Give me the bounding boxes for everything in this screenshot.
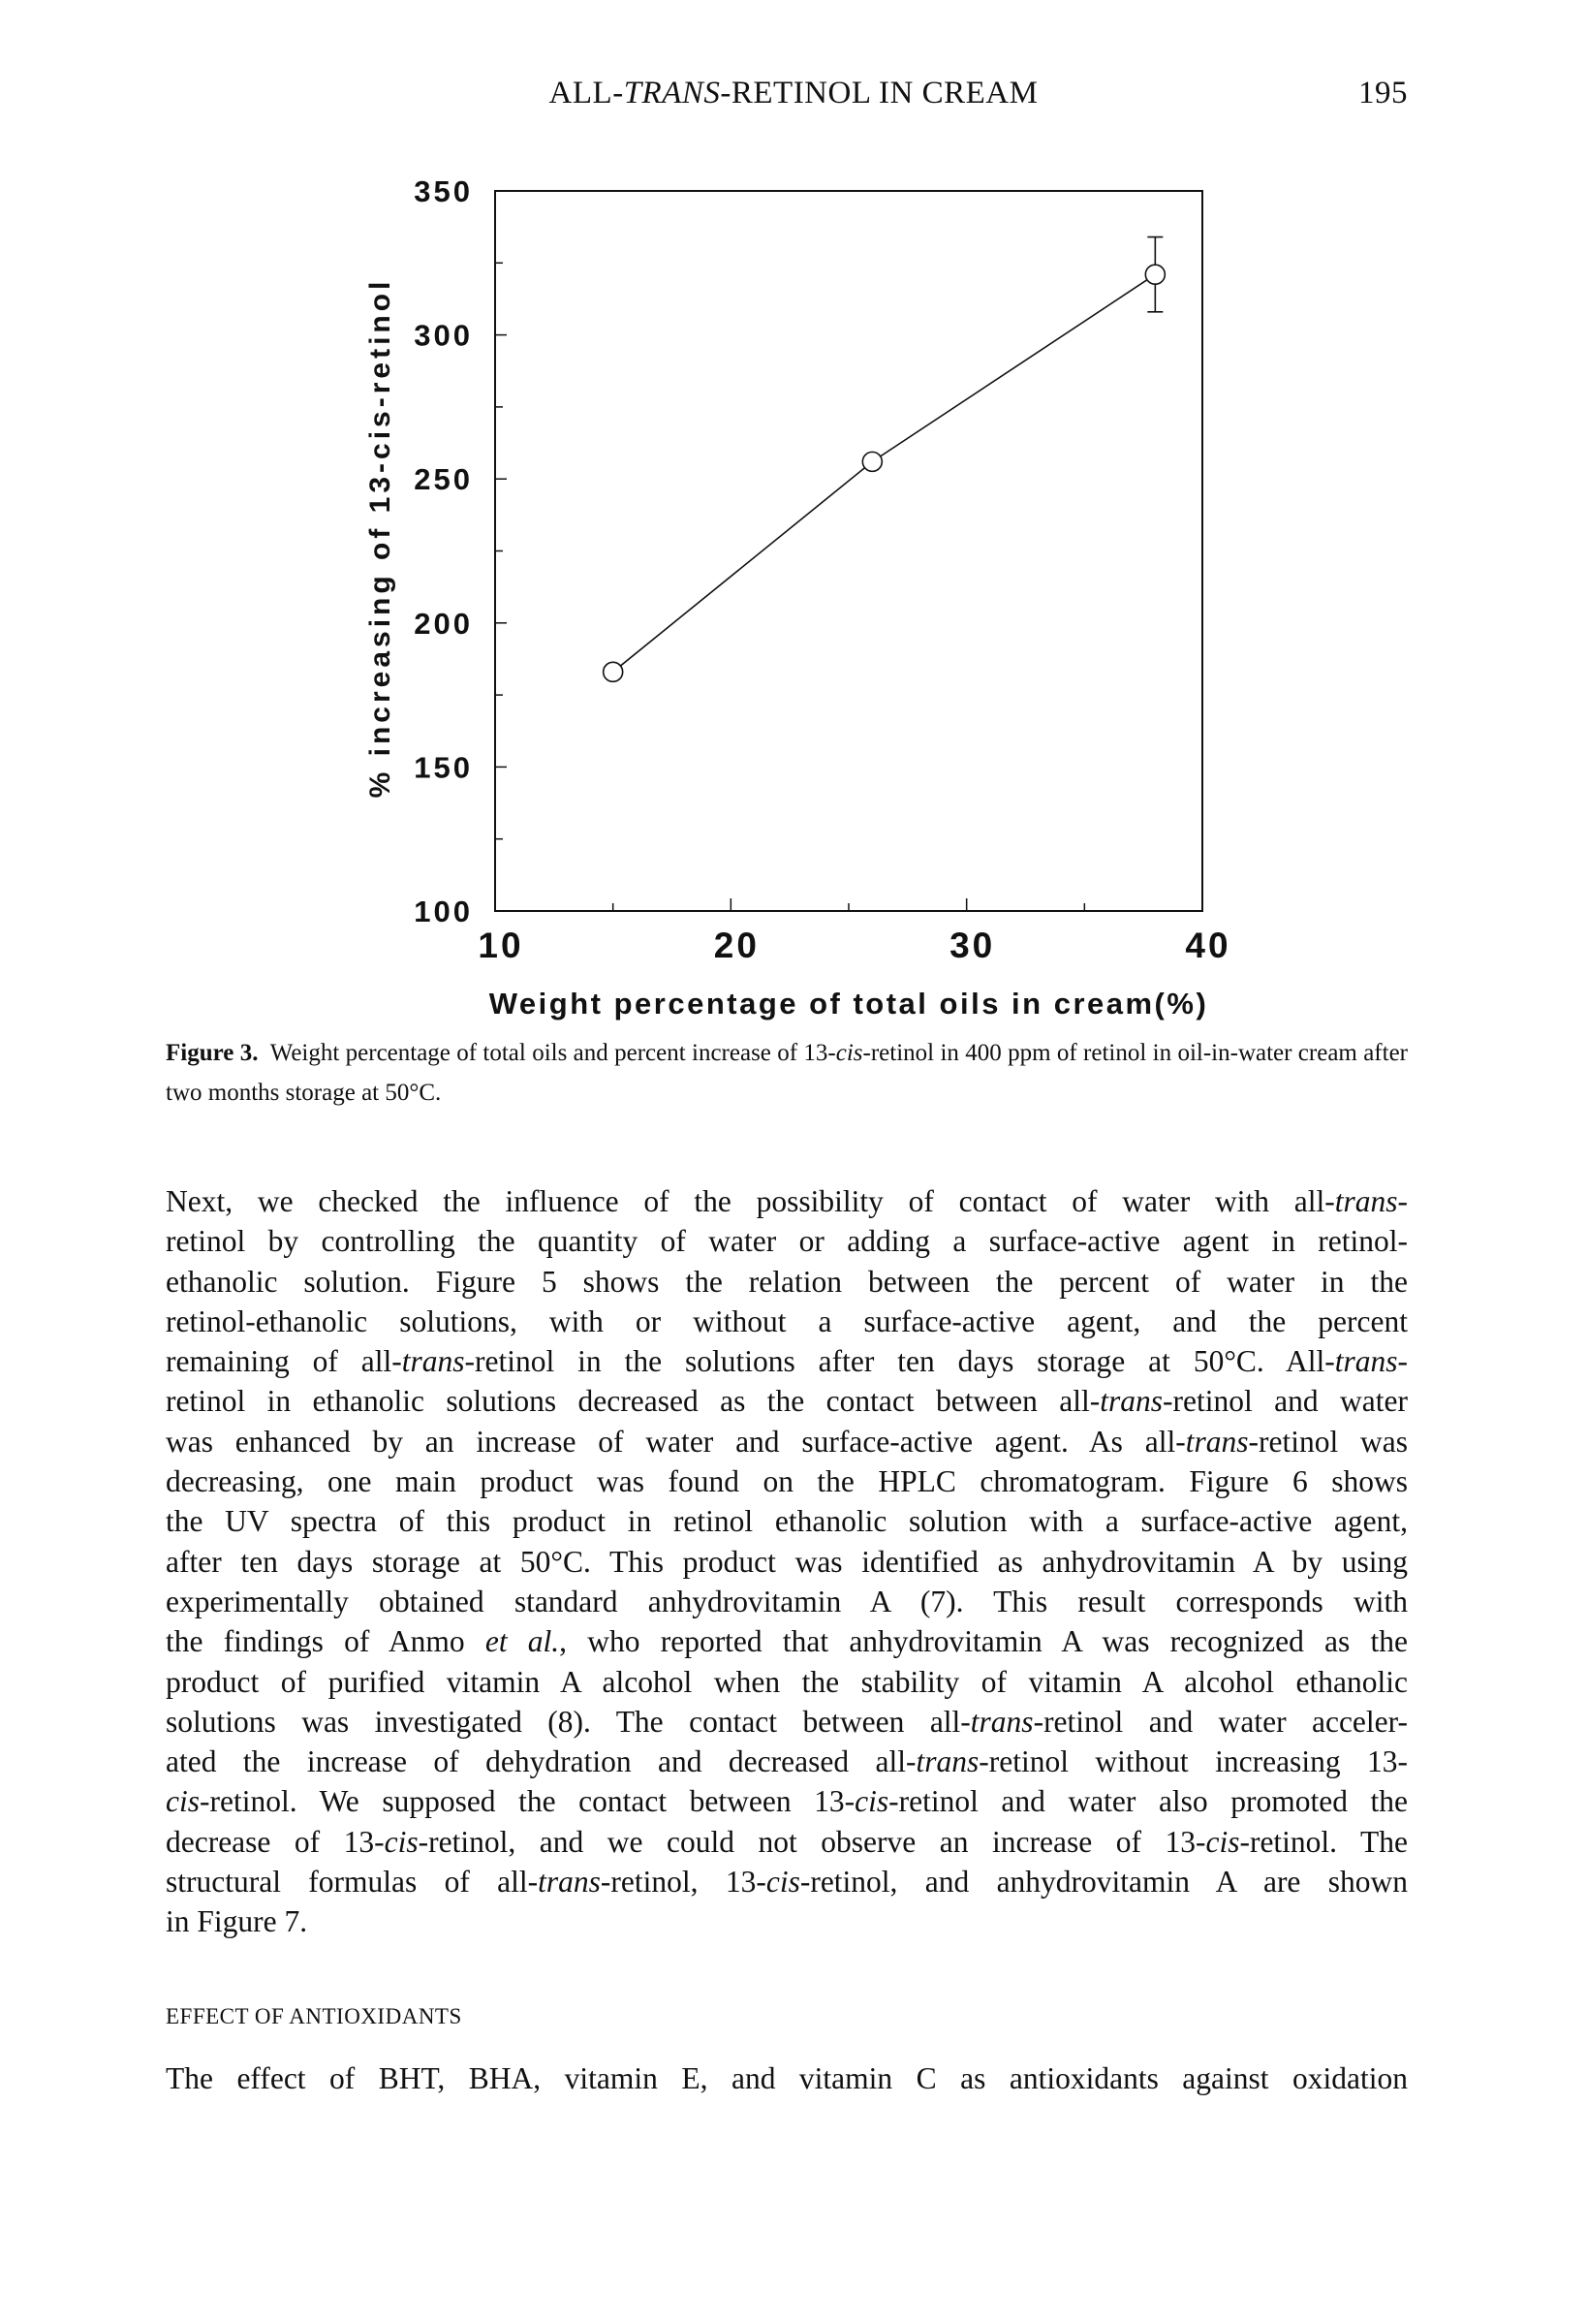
plot-frame (495, 191, 1202, 911)
text-segment: ethanolic solution. Figure 5 shows the relation between the percent of water in the (166, 1264, 1408, 1299)
text-line (166, 1582, 1408, 1621)
x-tick-label: 20 (713, 926, 760, 965)
figure-caption (166, 1033, 1408, 1113)
italic-term: trans (1334, 1184, 1398, 1218)
text-segment: -retinol was (1248, 1424, 1408, 1459)
text-line (166, 1221, 1408, 1261)
text-line (166, 1501, 1408, 1541)
text-line (166, 1702, 1408, 1742)
text-segment: remaining of all- (166, 1344, 402, 1379)
text-segment: -retinol, 13- (600, 1865, 766, 1900)
y-tick-label: 150 (414, 750, 473, 785)
y-tick-label: 200 (414, 606, 473, 641)
text-segment: decreasing, one main product was found on the HPLC chromatogram. Figure 6 shows (166, 1464, 1408, 1499)
text-segment: -retinol in the solutions after ten days storage at 50°C. All- (464, 1344, 1335, 1379)
text-segment: decrease of 13- (166, 1824, 385, 1859)
text-segment: structural formulas of all- (166, 1865, 539, 1900)
text-segment: -retinol. The (1239, 1824, 1408, 1859)
italic-term: cis (166, 1784, 200, 1819)
text-segment: retinol by controlling the quantity of water or adding a surface-active agent in retinol- (166, 1224, 1408, 1259)
italic-term: trans (1334, 1344, 1398, 1379)
text-line (166, 1621, 1408, 1661)
italic-term: cis (855, 1784, 889, 1819)
text-segment: experimentally obtained standard anhydrovitamin A (7). This result corresponds with (166, 1584, 1408, 1618)
x-tick-label: 30 (949, 926, 996, 965)
text-segment: - (1397, 1184, 1408, 1218)
text-segment: -retinol, and anhydrovitamin A are shown (799, 1865, 1408, 1900)
text-line (166, 1262, 1408, 1302)
italic-term: trans (1100, 1384, 1164, 1419)
text-segment: after ten days storage at 50°C. This product was identified as anhydrovitamin A by using (166, 1544, 1408, 1579)
y-axis-title: % increasing of 13-cis-retinol (364, 277, 396, 799)
text-line (166, 1901, 1408, 1941)
data-point (1145, 265, 1165, 284)
text-segment: -retinol and water also promoted the (888, 1784, 1408, 1819)
text-segment: -retinol and water acceler- (1033, 1704, 1408, 1739)
caption-text-post: -retinol in 400 ppm of retinol in oil-in-water cream after two months storage at 50°C. (166, 1040, 1409, 1106)
running-head-pre: ALL- (548, 76, 624, 110)
caption-label: Figure 3. (166, 1040, 259, 1066)
y-tick-label: 300 (414, 318, 473, 353)
text-segment: solutions was investigated (8). The contact between all- (166, 1704, 971, 1739)
text-segment: -retinol without increasing 13- (979, 1744, 1408, 1779)
page-number: 195 (1358, 76, 1408, 110)
x-tick-label: 10 (478, 926, 524, 965)
text-line (166, 1781, 1408, 1821)
section-first-line (166, 2058, 1408, 2098)
text-line (166, 1461, 1408, 1501)
text-segment: -retinol, and we could not observe an increase of 13- (418, 1824, 1206, 1859)
figure-3-chart (0, 0, 1587, 1027)
italic-term: cis (384, 1824, 419, 1859)
series-line (613, 274, 1156, 672)
italic-term: trans (970, 1704, 1034, 1739)
text-line (166, 1542, 1408, 1582)
italic-term: trans (1185, 1424, 1249, 1459)
text-line (166, 1662, 1408, 1702)
text-segment: -retinol and water (1163, 1384, 1408, 1419)
y-tick-label: 350 (414, 174, 473, 208)
data-point (862, 452, 882, 471)
text-segment: retinol-ethanolic solutions, with or without a surface-active agent, and the percent (166, 1303, 1408, 1338)
text-segment: the UV spectra of this product in retinol ethanolic solution with a surface-active agent, (166, 1504, 1408, 1539)
text-segment: , who reported that anhydrovitamin A was recognized as the (559, 1624, 1408, 1659)
running-head-post: -RETINOL IN CREAM (720, 76, 1039, 110)
text-segment: in Figure 7. (166, 1904, 308, 1939)
y-tick-label: 250 (414, 462, 473, 497)
italic-term: et al. (484, 1624, 560, 1659)
x-axis-title: Weight percentage of total oils in cream(%) (488, 987, 1209, 1021)
text-line (166, 1422, 1408, 1461)
section-heading: EFFECT OF ANTIOXIDANTS (166, 2004, 462, 2028)
italic-term: trans (916, 1744, 980, 1779)
caption-text-italic: cis (835, 1040, 863, 1066)
text-segment: was enhanced by an increase of water and surface-active agent. As all- (166, 1424, 1186, 1459)
data-marks (604, 237, 1166, 682)
text-segment: Next, we checked the influence of the possibility of contact of water with all- (166, 1184, 1335, 1218)
caption-text-pre: Weight percentage of total oils and percent increase of 13- (269, 1040, 836, 1066)
plot-axes (495, 191, 1202, 911)
axis-ticks (414, 174, 1230, 965)
text-segment: the findings of Anmo (166, 1624, 485, 1659)
text-segment: - (1397, 1344, 1408, 1379)
text-line (166, 1181, 1408, 1221)
data-point (604, 662, 623, 681)
running-head-italic: TRANS (623, 76, 721, 110)
text-line (166, 1381, 1408, 1421)
text-line (166, 1341, 1408, 1381)
italic-term: trans (401, 1344, 465, 1379)
italic-term: cis (1205, 1824, 1240, 1859)
text-segment: retinol in ethanolic solutions decreased as the contact between all- (166, 1384, 1101, 1419)
text-segment: ated the increase of dehydration and decreased all- (166, 1744, 917, 1779)
text-line (166, 1822, 1408, 1862)
y-tick-label: 100 (414, 895, 473, 928)
x-tick-label: 40 (1185, 926, 1231, 965)
italic-term: cis (765, 1865, 800, 1900)
text-line (166, 1742, 1408, 1781)
italic-term: trans (538, 1865, 601, 1900)
text-line (166, 1862, 1408, 1901)
text-line (166, 1302, 1408, 1341)
text-segment: -retinol. We supposed the contact between 13- (200, 1784, 856, 1819)
body-paragraph (166, 1181, 1408, 1942)
text-segment: product of purified vitamin A alcohol when the stability of vitamin A alcohol ethanolic (166, 1664, 1408, 1699)
text-line: The effect of BHT, BHA, vitamin E, and vitamin C as antioxidants against oxidation (166, 2061, 1408, 2095)
